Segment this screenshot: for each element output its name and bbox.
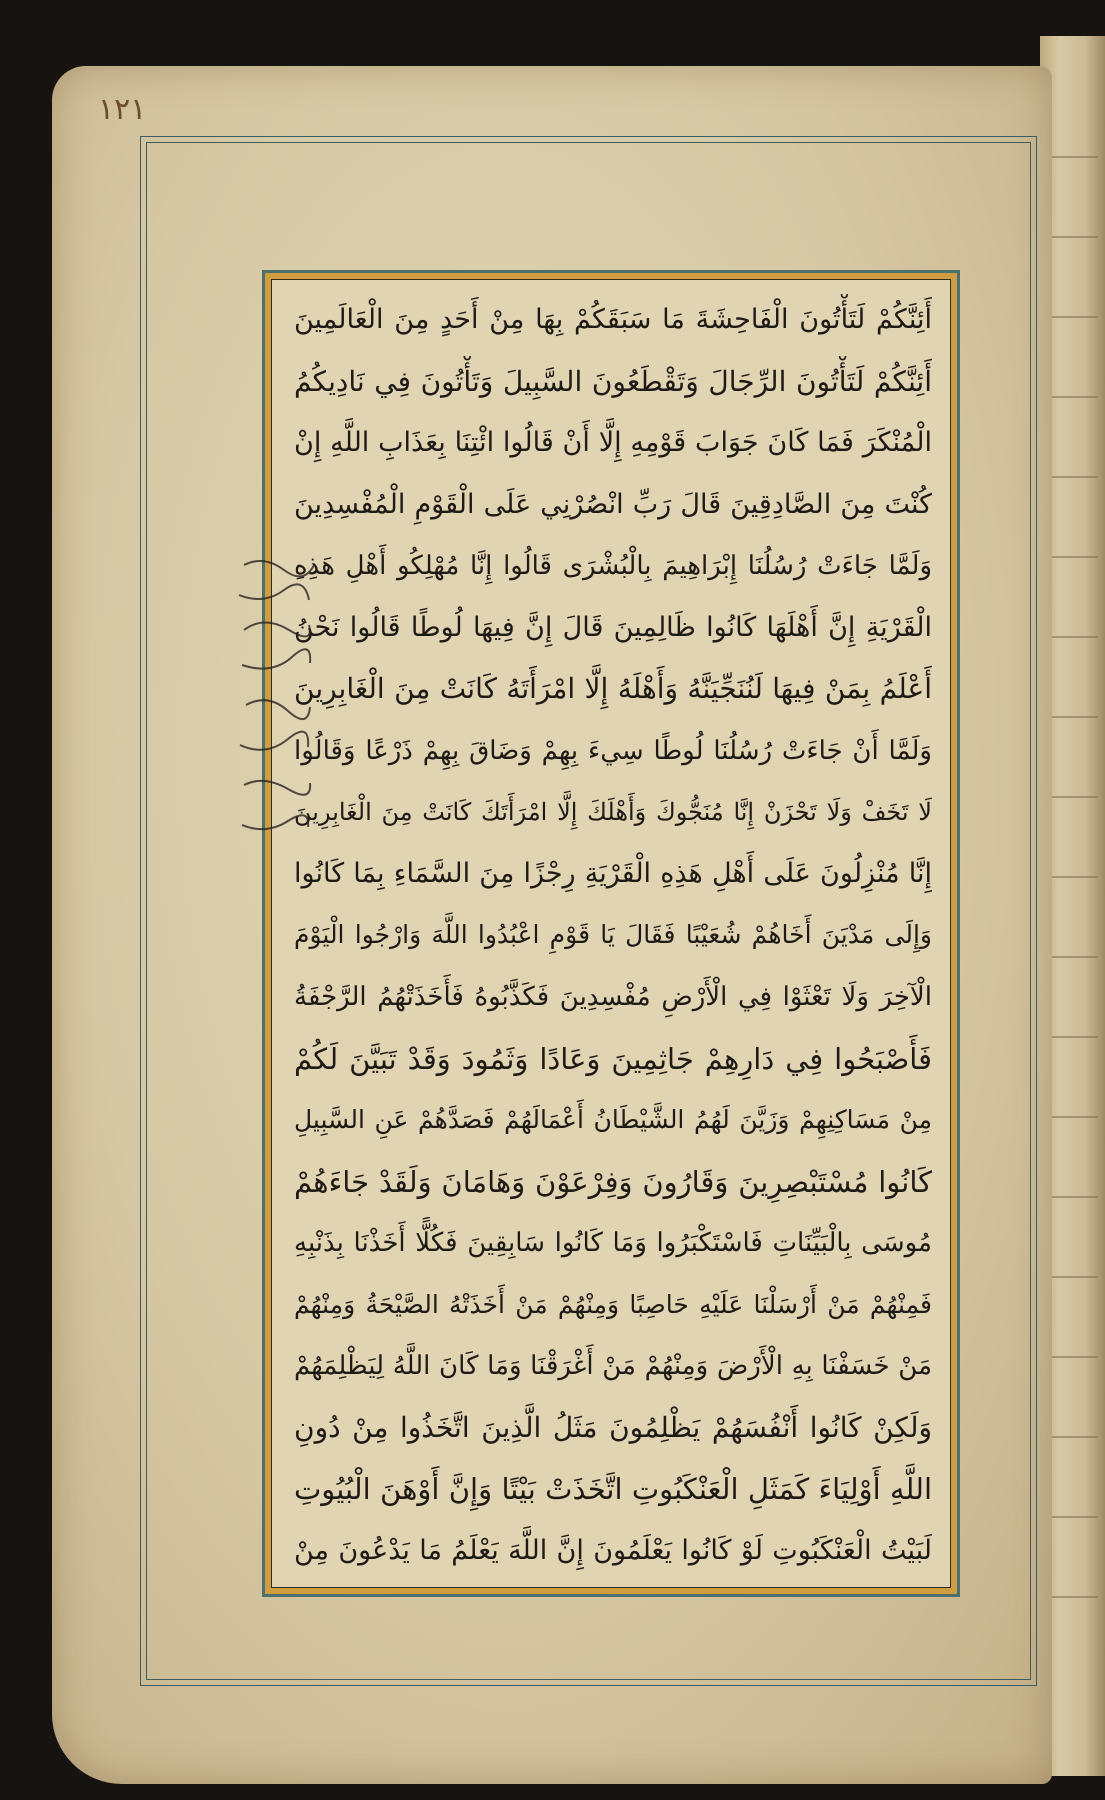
text-line: اللَّهِ أَوْلِيَاءَ كَمَثَلِ الْعَنْكَبُوتِ اتَّخَذَتْ بَيْتًا وَإِنَّ أَوْهَنَ الْبُيُوتِ bbox=[294, 1472, 932, 1507]
text-line: أَعْلَمُ بِمَنْ فِيهَا لَنُنَجِّيَنَّهُ وَأَهْلَهُ إِلَّا امْرَأَتَهُ كَانَتْ مِنَ الْغَابِرِينَ bbox=[294, 672, 932, 706]
text-line: إِنَّا مُنْزِلُونَ عَلَى أَهْلِ هَذِهِ الْقَرْيَةِ رِجْزًا مِنَ السَّمَاءِ بِمَا كَانُوا bbox=[294, 857, 932, 889]
text-line: مَنْ خَسَفْنَا بِهِ الْأَرْضَ وَمِنْهُمْ مَنْ أَغْرَقْنَا وَمَا كَانَ اللَّهُ لِيَظْلِمَهُمْ bbox=[294, 1351, 932, 1382]
text-line: أَئِنَّكُمْ لَتَأْتُونَ الرِّجَالَ وَتَقْطَعُونَ السَّبِيلَ وَتَأْتُونَ فِي نَادِيكُمُ bbox=[294, 364, 932, 398]
text-line: وَلَمَّا جَاءَتْ رُسُلُنَا إِبْرَاهِيمَ بِالْبُشْرَى قَالُوا إِنَّا مُهْلِكُو أَهْلِ هَذِهِ bbox=[294, 551, 932, 582]
marginal-annotation-scribble bbox=[234, 545, 314, 865]
text-line: لَا تَخَفْ وَلَا تَحْزَنْ إِنَّا مُنَجُّوكَ وَأَهْلَكَ إِلَّا امْرَأَتَكَ كَانَتْ مِنَ الْغَابِرِينَ bbox=[294, 798, 932, 827]
text-line: الْقَرْيَةِ إِنَّ أَهْلَهَا كَانُوا ظَالِمِينَ قَالَ إِنَّ فِيهَا لُوطًا قَالُوا نَحْنُ bbox=[294, 611, 932, 643]
text-line: مِنْ مَسَاكِنِهِمْ وَزَيَّنَ لَهُمُ الشَّيْطَانُ أَعْمَالَهُمْ فَصَدَّهُمْ عَنِ السَّبِيلِ bbox=[294, 1105, 932, 1135]
folio-number: ١٢١ bbox=[98, 92, 147, 127]
text-line: أَئِنَّكُمْ لَتَأْتُونَ الْفَاحِشَةَ مَا سَبَقَكُمْ بِهَا مِنْ أَحَدٍ مِنَ الْعَالَمِينَ bbox=[294, 304, 932, 335]
text-line: وَلَكِنْ كَانُوا أَنْفُسَهُمْ يَظْلِمُونَ مَثَلُ الَّذِينَ اتَّخَذُوا مِنْ دُونِ bbox=[294, 1410, 932, 1444]
text-line: لَبَيْتُ الْعَنْكَبُوتِ لَوْ كَانُوا يَعْلَمُونَ إِنَّ اللَّهَ يَعْلَمُ مَا يَدْعُونَ مِنْ bbox=[294, 1534, 932, 1566]
text-line: وَلَمَّا أَنْ جَاءَتْ رُسُلُنَا لُوطًا سِيءَ بِهِمْ وَضَاقَ بِهِمْ ذَرْعًا وَقَالُوا bbox=[294, 735, 932, 766]
text-line: كَانُوا مُسْتَبْصِرِينَ وَقَارُونَ وَفِرْعَوْنَ وَهَامَانَ وَلَقَدْ جَاءَهُمْ bbox=[294, 1164, 932, 1199]
text-line: وَإِلَى مَدْيَنَ أَخَاهُمْ شُعَيْبًا فَقَالَ يَا قَوْمِ اعْبُدُوا اللَّهَ وَارْجُوا الْيَوْمَ bbox=[294, 920, 932, 950]
text-frame bbox=[262, 270, 960, 1597]
text-line: الْمُنْكَرَ فَمَا كَانَ جَوَابَ قَوْمِهِ إِلَّا أَنْ قَالُوا ائْتِنَا بِعَذَابِ اللَّهِ إِنْ bbox=[294, 427, 932, 459]
marginal-annotation bbox=[234, 545, 314, 865]
text-line: كُنْتَ مِنَ الصَّادِقِينَ قَالَ رَبِّ انْصُرْنِي عَلَى الْقَوْمِ الْمُفْسِدِينَ bbox=[294, 488, 932, 520]
text-line: مُوسَى بِالْبَيِّنَاتِ فَاسْتَكْبَرُوا وَمَا كَانُوا سَابِقِينَ فَكُلًّا أَخَذْنَا بِذَنْبِهِ bbox=[294, 1228, 932, 1259]
text-panel bbox=[271, 279, 951, 1588]
text-line: فَمِنْهُمْ مَنْ أَرْسَلْنَا عَلَيْهِ حَاصِبًا وَمِنْهُمْ مَنْ أَخَذَتْهُ الصَّيْحَةُ وَمِنْهُمْ bbox=[294, 1289, 932, 1319]
text-block bbox=[294, 294, 932, 1577]
text-line: الْآخِرَ وَلَا تَعْثَوْا فِي الْأَرْضِ مُفْسِدِينَ فَكَذَّبُوهُ فَأَخَذَتْهُمُ الرَّجْفَةُ bbox=[294, 982, 932, 1013]
text-line: فَأَصْبَحُوا فِي دَارِهِمْ جَاثِمِينَ وَعَادًا وَثَمُودَ وَقَدْ تَبَيَّنَ لَكُمْ bbox=[294, 1041, 932, 1076]
